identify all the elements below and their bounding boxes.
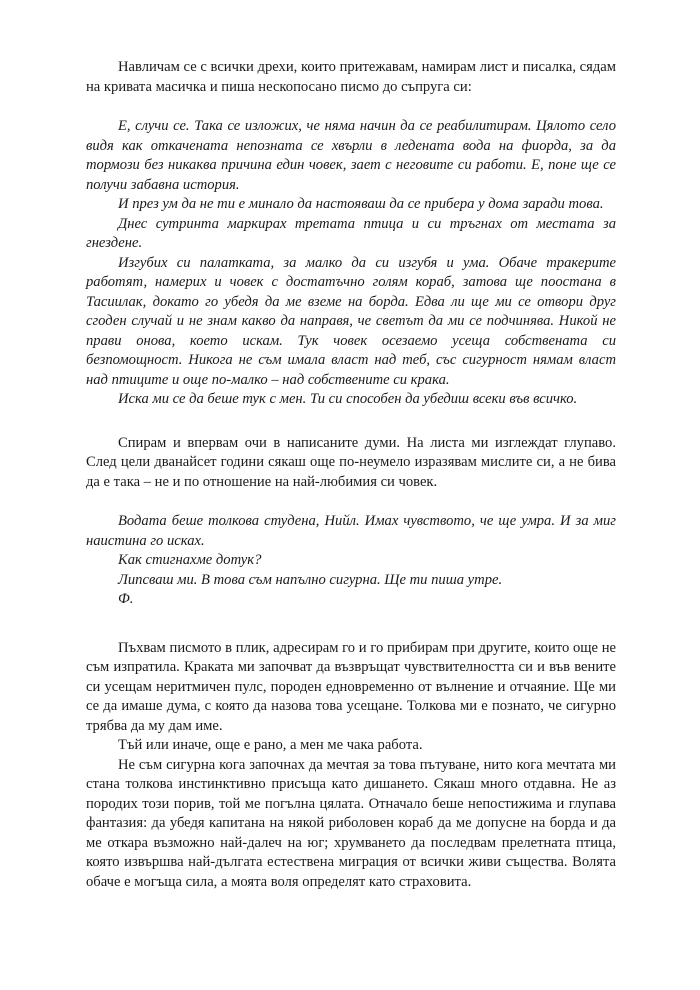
letter-paragraph: Днес сутринта маркирах третата птица и си тръгнах от местата за гнездене. (86, 215, 616, 251)
letter-second (86, 512, 616, 610)
intro-paragraph: Навличам се с всички дрехи, които притежавам, намирам лист и писалка, сядам на кривата масичка и пиша нескопосано писмо до съпруга си: (86, 59, 616, 95)
narrative-paragraph: Спирам и впервам очи в написаните думи. На листа ми изглеждат глупаво. След цели дванайсет години сякаш още по-неумело изразявам мислите си, а не бива да е така – не и по отношение на най-любимия си човек. (86, 434, 616, 490)
letter-first (86, 117, 616, 410)
letter-paragraph: Иска ми се да беше тук с мен. Ти си способен да убедиш всеки във всичко. (118, 391, 578, 407)
letter-paragraph: Е, случи се. Така се изложих, че няма начин да се реабилитирам. Цялото село видя как откачената непозната се хвърли в ледената вода на фиорда, за да тормози без никаква причина един човек, зает с неговите си работи. Е, поне ще се получи забавна история. (86, 118, 616, 193)
letter-paragraph: Как стигнахме дотук? (118, 552, 262, 568)
letter-paragraph: Липсваш ми. В това съм напълно сигурна. Ще ти пиша утре. (118, 571, 503, 588)
narrative-paragraph: Тъй или иначе, още е рано, а мен ме чака работа. (118, 737, 423, 753)
spacer (86, 97, 616, 117)
letter-paragraph: Водата беше толкова студена, Нийл. Имах чувството, че ще умра. И за миг наистина го исках. (86, 513, 616, 549)
page-content (86, 58, 616, 892)
letter-paragraph: И през ум да не ти е минало да настояваш да се прибера у дома заради това. (118, 196, 604, 212)
letter-signature: Ф. (118, 591, 134, 607)
narrative-paragraph: Не съм сигурна кога започнах да мечтая за това пътуване, нито кога мечтата ми стана толкова инстинктивно присъща като дишането. Сякаш много отдавна. Не аз породих този порив, той ме погълна цялата. Отначало беше непостижима и глупава фантазия: да убедя капитана на някой риболовен кораб да ме допусне на борда и да ме откара възможно най-далеч на юг; хрумването да последвам прелетната птица, която извършва най-дългата естествена миграция от всички живи същества. Волята обаче е могъща сила, а моята воля определят като страховита. (86, 756, 616, 890)
narrative-paragraph: Пъхвам писмото в плик, адресирам го и го прибирам при другите, които още не съм изпратила. Краката ми започват да възвръщат чувствителността си и във вените си усещам неритмичен пулс, породен едновременно от вълнение и отчаяние. Ще ми се да имаше дума, с която да назова това усещане. Толкова ми е познато, че сигурно трябва да му дам име. (86, 639, 616, 734)
spacer (86, 610, 616, 639)
spacer (86, 492, 616, 512)
spacer (86, 410, 616, 434)
letter-paragraph: Изгубих си палатката, за малко да си изгубя и ума. Обаче тракерите работят, намерих и човек с достатъчно голям кораб, затова ще поостана в Тасиилак, докато го убедя да ме вземе на борда. Едва ли ще ми се отвори друг сгоден случай и не знам какво да направя, че светът да ми се подчинява. Никой не прави онова, което искам. Тук човек осезаемо усеща собствената си безпомощност. Никога не съм имала власт над теб, със сигурност нямам власт над птиците и още по-малко – над собствените си крака. (86, 254, 616, 388)
